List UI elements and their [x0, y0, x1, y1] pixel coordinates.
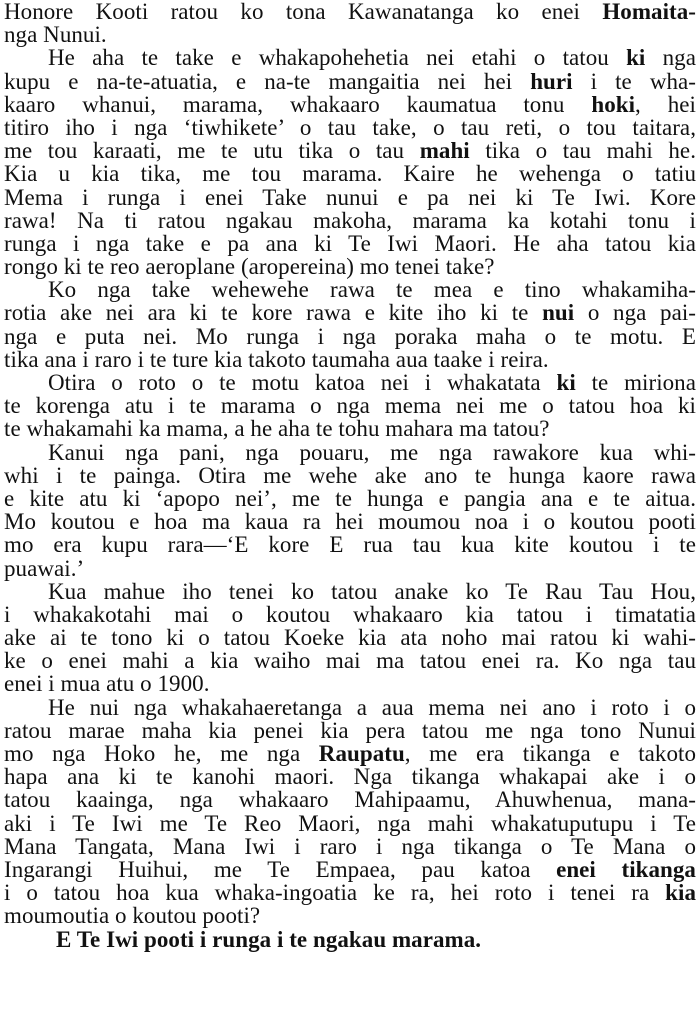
text-line	[4, 394, 696, 417]
text-line	[4, 881, 696, 904]
text-line	[4, 162, 696, 185]
text-line	[4, 23, 696, 46]
text-line	[4, 812, 696, 835]
text-segment: nga e puta nei. Mo runga i nga poraka maha o te motu. E	[4, 323, 696, 349]
bold-text-segment: ki	[556, 370, 576, 395]
document-body	[4, 0, 696, 951]
text-line	[4, 487, 696, 510]
text-segment: rawa! Na ti ratou ngakau makoha, marama ka kotahi tonu i	[4, 207, 696, 233]
text-line	[4, 371, 696, 394]
text-segment: i te wha-	[572, 68, 696, 94]
text-segment: Kanui nga pani, nga pouaru, me nga rawakore kua whi-	[48, 439, 696, 465]
text-line	[4, 70, 696, 93]
text-segment: te korenga atu i te marama o nga mema nei me o tatou hoa ki	[4, 393, 696, 419]
text-segment: o nga pai-	[574, 300, 696, 326]
text-segment: rotia ake nei ara ki te kore rawa e kite iho ki te	[4, 300, 543, 326]
text-line	[4, 928, 696, 951]
text-segment: hapa ana ki te kanohi maori. Nga tikanga whakapai ake i o	[4, 764, 696, 790]
text-segment: Kia u kia tika, me tou marama. Kaire he wehenga o tatiu	[4, 161, 696, 187]
text-segment: , me era tikanga e takoto	[404, 741, 696, 766]
text-segment: Mana Tangata, Mana Iwi i raro i nga tikanga o Te Mana o	[4, 833, 696, 859]
text-line	[4, 464, 696, 487]
text-line	[4, 417, 696, 440]
text-segment: Mo koutou e hoa ma kaua ra hei moumou noa i o koutou pooti	[4, 509, 696, 535]
text-segment: te miriona	[575, 370, 696, 395]
text-segment: tatou kaainga, nga whakaaro Mahipaamu, Ahuwhenua, mana-	[4, 787, 696, 813]
text-segment: He nui nga whakahaeretanga a aua mema nei ano i roto i o	[48, 694, 696, 720]
text-line	[4, 835, 696, 858]
text-segment: kaaro whanui, marama, whakaaro kaumatua tonu	[4, 91, 592, 117]
text-line	[4, 139, 696, 162]
bold-text-segment: E Te Iwi pooti i runga i te ngakau marama.	[56, 926, 482, 952]
text-segment: e kite atu ki ‘apopo nei’, me te hunga e pangia ana e te aitua.	[4, 485, 696, 511]
bold-text-segment: hoki	[591, 91, 636, 117]
text-segment: mo nga Hoko he, me nga	[4, 741, 319, 766]
text-segment: nga	[645, 45, 696, 71]
text-segment: tika ana i raro i te ture kia takoto taumaha aua taake i reira.	[4, 346, 549, 372]
text-line	[4, 649, 696, 672]
text-line	[4, 533, 696, 556]
text-line	[4, 348, 696, 371]
text-line	[4, 904, 696, 927]
text-line	[4, 325, 696, 348]
text-segment: tika o tau mahi he.	[469, 138, 696, 164]
text-line	[4, 788, 696, 811]
text-line	[4, 255, 696, 278]
text-line	[4, 557, 696, 580]
text-segment: enei i mua atu o 1900.	[4, 671, 210, 697]
text-line	[4, 116, 696, 139]
text-line	[4, 626, 696, 649]
text-line	[4, 0, 696, 23]
text-line	[4, 510, 696, 533]
text-line	[4, 580, 696, 603]
text-segment: rongo ki te reo aeroplane (aropereina) mo tenei take?	[4, 254, 495, 280]
text-segment: Ko nga take wehewehe rawa te mea e tino whakamiha-	[48, 277, 696, 303]
bold-text-segment: Homaita-	[602, 0, 696, 24]
text-line	[4, 441, 696, 464]
text-line	[4, 209, 696, 232]
text-line	[4, 858, 696, 881]
text-line	[4, 301, 696, 324]
text-segment: mo era kupu rara—‘E kore E rua tau kua kite koutou i te	[4, 532, 696, 558]
text-line	[4, 765, 696, 788]
text-segment: Honore Kooti ratou ko tona Kawanatanga ko enei	[4, 0, 603, 24]
text-segment: ratou marae maha kia penei kia pera tatou me nga tono Nunui	[4, 717, 696, 743]
text-segment: He aha te take e whakapohehetia nei etahi o tatou	[48, 45, 627, 71]
text-line	[4, 186, 696, 209]
text-segment: , hei	[635, 91, 696, 117]
text-segment: runga i nga take e pa ana ki Te Iwi Maori. He aha tatou kia	[4, 230, 696, 256]
text-segment: aki i Te Iwi me Te Reo Maori, nga mahi whakatuputupu i Te	[4, 810, 696, 836]
text-segment: moumoutia o koutou pooti?	[4, 903, 261, 929]
text-segment: whi i te painga. Otira me wehe ake ano te hunga kaore rawa	[4, 462, 696, 488]
bold-text-segment: Raupatu	[318, 741, 405, 766]
text-segment: me tou karaati, me te utu tika o tau	[4, 138, 420, 164]
text-line	[4, 696, 696, 719]
bold-text-segment: mahi	[419, 138, 470, 164]
text-segment: kupu e na-te-atuatia, e na-te mangaitia nei hei	[4, 68, 531, 94]
text-line	[4, 719, 696, 742]
text-line	[4, 232, 696, 255]
text-segment: ake ai te tono ki o tatou Koeke kia ata noho mai ratou ki wahi-	[4, 625, 696, 651]
text-line	[4, 742, 696, 765]
text-segment: te whakamahi ka mama, a he aha te tohu mahara ma tatou?	[4, 416, 550, 442]
text-segment: Mema i runga i enei Take nunui e pa nei ki Te Iwi. Kore	[4, 184, 696, 210]
text-segment: ke o enei mahi a kia waiho mai ma tatou enei ra. Ko nga tau	[4, 648, 696, 674]
text-line	[4, 603, 696, 626]
bold-text-segment: ki	[626, 45, 646, 71]
text-segment: titiro iho i nga ‘tiwhikete’ o tau take, o tau reti, o tou taitara,	[4, 114, 696, 140]
text-line	[4, 278, 696, 301]
text-segment: Kua mahue iho tenei ko tatou anake ko Te Rau Tau Hou,	[48, 578, 696, 604]
text-segment: Ingarangi Huihui, me Te Empaea, pau katoa	[4, 856, 557, 882]
text-line	[4, 46, 696, 69]
bold-text-segment: nui	[542, 300, 575, 326]
text-segment: puawai.’	[4, 555, 85, 581]
bold-text-segment: kia	[665, 880, 696, 906]
text-line	[4, 672, 696, 695]
text-line	[4, 93, 696, 116]
text-segment: i whakakotahi mai o koutou whakaaro kia tatou i timatatia	[4, 601, 696, 627]
document-page	[4, 0, 696, 1014]
text-segment: Otira o roto o te motu katoa nei i whakatata	[48, 370, 557, 395]
text-segment: i o tatou hoa kua whaka-ingoatia ke ra, hei roto i tenei ra	[4, 880, 666, 906]
bold-text-segment: enei tikanga	[556, 856, 696, 882]
bold-text-segment: huri	[530, 68, 573, 94]
text-segment: nga Nunui.	[4, 22, 107, 48]
